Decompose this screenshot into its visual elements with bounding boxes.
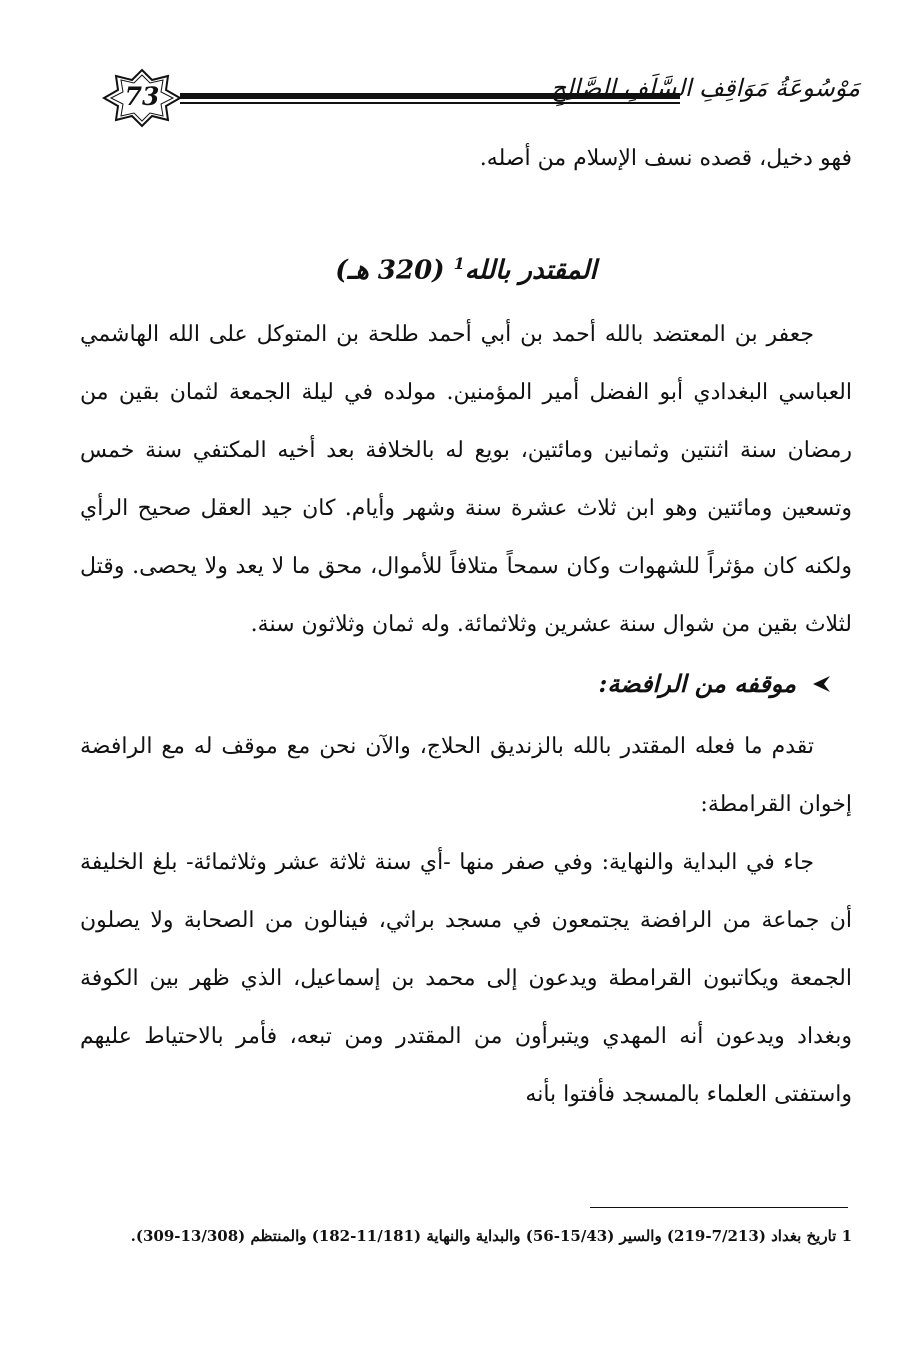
footnote-rule <box>590 1207 848 1208</box>
footnote-marker: 1 <box>453 254 465 273</box>
quote-paragraph: جاء في البداية والنهاية: وفي صفر منها -أي سنة ثلاثة عشر وثلاثمائة- بلغ الخليفة أن جماعة من الرافضة يجتمعون في مسجد براثي، فينالون من الصحابة ولا يصلون الجمعة ويكاتبون القرامطة ويدعون إلى محمد بن إسماعيل، الذي ظهر بين الكوفة وبغداد ويدعون أنه المهدي ويتبرأون من المقتدر ومن تبعه، فأمر بالاحتياط عليهم واستفتى العلماء بالمسجد فأفتوا بأنه <box>80 849 852 1107</box>
subheading <box>80 656 832 712</box>
biography-paragraph: جعفر بن المعتضد بالله أحمد بن أبي أحمد طلحة بن المتوكل على الله الهاشمي العباسي البغدادي أبو الفضل أمير المؤمنين. مولده في ليلة الجمعة لثمان بقين من رمضان سنة اثنتين وثمانين ومائتين، بويع له بالخلافة بعد أخيه المكتفي سنة خمس وتسعين ومائتين وهو ابن ثلاث عشرة سنة وشهر وأيام. كان جيد العقل صحيح الرأي ولكنه كان مؤثراً للشهوات وكان سمحاً متلافاً للأموال، محق ما لا يعد ولا يحصى. وقتل لثلاث بقين من شوال سنة عشرين وثلاثمائة. وله ثمان وثلاثون سنة. <box>80 321 852 637</box>
subheading-text: موقفه من الرافضة: <box>598 669 796 699</box>
body-paragraph: تقدم ما فعله المقتدر بالله بالزنديق الحلاج، والآن نحن مع موقف له مع الرافضة إخوان القرامطة: <box>80 733 852 817</box>
header-rule-thin <box>180 102 680 104</box>
page-header <box>100 68 860 128</box>
section-year: (320 هـ) <box>335 255 445 286</box>
lead-text: فهو دخيل، قصده نسف الإسلام من أصله. <box>479 146 852 171</box>
page-number: 73 <box>124 82 160 111</box>
section-heading <box>80 254 852 286</box>
arrowhead-icon <box>810 673 832 695</box>
footnote: 1 تاريخ بغداد (7/213-219) والسير (15/43-56) والبداية والنهاية (11/181-182) والمنتظم (13/308-309). <box>130 1227 852 1245</box>
page-body <box>80 140 852 1124</box>
section-title: المقتدر بالله <box>464 255 597 286</box>
page-number-badge <box>100 68 184 128</box>
series-title: مَوْسُوعَةُ مَوَاقِفِ السَّلَفِ الصَّالِحِ <box>550 74 860 102</box>
